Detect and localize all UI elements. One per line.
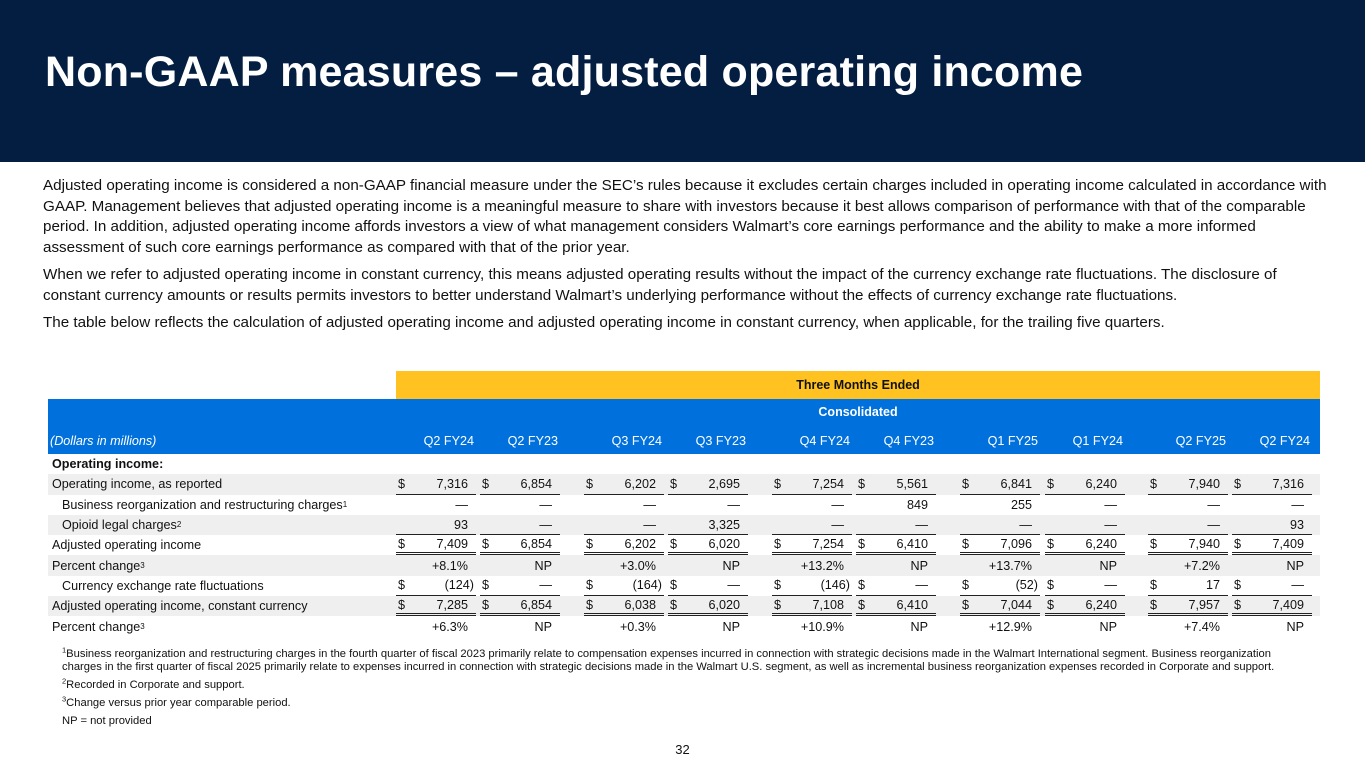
row-label: Currency exchange rate fluctuations: [62, 578, 264, 593]
table-cell: NP: [534, 619, 552, 634]
footnote: $^2$Recorded in Corporate and support.: [62, 676, 245, 691]
table-cell: —: [772, 515, 852, 535]
table-cell: $ —: [856, 576, 936, 596]
table-cell: 849: [906, 497, 928, 512]
column-header: Q3 FY24: [611, 434, 662, 449]
units-label: (Dollars in millions): [50, 434, 157, 449]
table-cell: —: [856, 515, 936, 535]
table-cell: $ 7,254: [772, 474, 852, 494]
table-cell: $ 7,044: [960, 596, 1040, 616]
currency-symbol: $: [482, 578, 490, 593]
currency-symbol: $: [962, 597, 970, 612]
table-cell: $ 6,240: [1045, 596, 1125, 616]
table-cell: +12.9%: [988, 619, 1032, 634]
table-cell: $ (124): [396, 576, 476, 596]
table-cell: $ 7,409: [396, 535, 476, 555]
table-cell: $ 7,096: [960, 535, 1040, 555]
table-cell: —: [831, 497, 844, 512]
table-cell: —: [1104, 497, 1117, 512]
paragraph-table-intro: The table below reflects the calculation of adjusted operating income and adjusted operating income in constant currency, when applicable, for the trailing five quarters.: [43, 314, 1165, 331]
currency-symbol: $: [1047, 578, 1055, 593]
table-cell: $ 6,240: [1045, 535, 1125, 555]
table-cell: NP: [1286, 619, 1304, 634]
table-cell: 3,325: [668, 515, 748, 535]
table-cell: $ 7,285: [396, 596, 476, 616]
currency-symbol: $: [586, 597, 594, 612]
table-cell: NP: [1099, 619, 1117, 634]
table-cell: $ 6,854: [480, 474, 560, 494]
column-header: Q2 FY24: [423, 434, 474, 449]
table-cell: 255: [1010, 497, 1032, 512]
currency-symbol: $: [858, 536, 866, 551]
table-cell: $ (146): [772, 576, 852, 596]
table-cell: +7.4%: [1183, 619, 1220, 634]
table-cell: $ 6,038: [584, 596, 664, 616]
table-cell: NP: [910, 558, 928, 573]
table-cell: NP: [534, 558, 552, 573]
row-label: Percent change 3: [52, 619, 145, 634]
table-cell: —: [960, 515, 1040, 535]
column-header: Q2 FY25: [1175, 434, 1226, 449]
table-body: [48, 474, 1320, 636]
table-row: [48, 474, 1320, 494]
column-header: Q1 FY24: [1072, 434, 1123, 449]
table-cell: —: [1045, 515, 1125, 535]
currency-symbol: $: [1234, 476, 1242, 491]
row-label: Percent change 3: [52, 558, 145, 573]
currency-symbol: $: [1234, 536, 1242, 551]
table-cell: —: [455, 497, 468, 512]
adjusted-operating-income-table: [48, 371, 1320, 637]
footnote: NP = not provided: [62, 715, 152, 727]
table-cell: 93: [1232, 515, 1312, 535]
table-cell: —: [1148, 515, 1228, 535]
currency-symbol: $: [858, 578, 866, 593]
currency-symbol: $: [398, 578, 406, 593]
table-cell: NP: [1099, 558, 1117, 573]
currency-symbol: $: [670, 578, 678, 593]
column-header-band: [48, 399, 1320, 454]
currency-symbol: $: [482, 476, 490, 491]
table-cell: $ 6,854: [480, 596, 560, 616]
table-row: [48, 495, 1320, 515]
table-cell: $ 5,561: [856, 474, 936, 494]
currency-symbol: $: [962, 476, 970, 491]
table-row: [48, 515, 1320, 535]
table-cell: +3.0%: [619, 558, 656, 573]
table-cell: $ 6,202: [584, 535, 664, 555]
section-row: [48, 454, 1320, 474]
table-cell: $ —: [1232, 576, 1312, 596]
title-banner: [0, 0, 1365, 162]
currency-symbol: $: [774, 536, 782, 551]
currency-symbol: $: [962, 536, 970, 551]
currency-symbol: $: [482, 597, 490, 612]
table-cell: $ 7,254: [772, 535, 852, 555]
table-cell: $ 17: [1148, 576, 1228, 596]
page-title: Non-GAAP measures – adjusted operating income: [45, 48, 1084, 96]
table-row: [48, 616, 1320, 636]
table-row: [48, 555, 1320, 575]
table-cell: $ 2,695: [668, 474, 748, 494]
currency-symbol: $: [482, 536, 490, 551]
column-header: Q4 FY24: [799, 434, 850, 449]
table-cell: $ 7,409: [1232, 596, 1312, 616]
table-cell: $ 6,202: [584, 474, 664, 494]
footnote: $^1$Business reorganization and restructuring charges in the fourth quarter of fiscal 2023 primarily relate to compensation expenses incurred in connection with strategic decisions made in the Walmart International segment. Business reorganization charges in the first quarter of fiscal 2025 primarily relate to expenses incurred in connection with strategic decisions made in the Walmart U.S. segment, as well as incremental business reorganization expenses recorded in Corporate and support.: [62, 645, 1275, 673]
table-cell: $ —: [1045, 576, 1125, 596]
currency-symbol: $: [1234, 578, 1242, 593]
table-cell: $ 7,957: [1148, 596, 1228, 616]
table-row: [48, 535, 1320, 555]
table-cell: $ 7,940: [1148, 474, 1228, 494]
table-cell: $ 7,409: [1232, 535, 1312, 555]
table-cell: $ 7,316: [396, 474, 476, 494]
column-header: Q2 FY24: [1259, 434, 1310, 449]
table-cell: +10.9%: [800, 619, 844, 634]
table-cell: $ 6,841: [960, 474, 1040, 494]
table-cell: +8.1%: [431, 558, 468, 573]
currency-symbol: $: [398, 476, 406, 491]
currency-symbol: $: [398, 597, 406, 612]
table-cell: +0.3%: [619, 619, 656, 634]
column-header: Q4 FY23: [883, 434, 934, 449]
intro-text: [43, 176, 1333, 341]
table-cell: +6.3%: [431, 619, 468, 634]
currency-symbol: $: [586, 536, 594, 551]
table-cell: —: [480, 515, 560, 535]
segment-label: Consolidated: [818, 405, 898, 419]
row-label: Opioid legal charges 2: [62, 518, 182, 533]
currency-symbol: $: [1150, 536, 1158, 551]
table-row: [48, 576, 1320, 596]
currency-symbol: $: [1234, 597, 1242, 612]
footnotes: [62, 645, 1302, 733]
column-header: Q1 FY25: [987, 434, 1038, 449]
row-label: Business reorganization and restructuring charges 1: [62, 497, 348, 512]
table-cell: NP: [722, 558, 740, 573]
row-label: Operating income, as reported: [52, 477, 223, 492]
table-cell: $ (164): [584, 576, 664, 596]
table-cell: —: [539, 497, 552, 512]
footnote: $^3$Change versus prior year comparable period.: [62, 694, 291, 709]
table-cell: $ 7,940: [1148, 535, 1228, 555]
currency-symbol: $: [586, 578, 594, 593]
table-cell: $ 7,316: [1232, 474, 1312, 494]
column-header: Q2 FY23: [507, 434, 558, 449]
table-cell: +13.2%: [800, 558, 844, 573]
table-cell: NP: [1286, 558, 1304, 573]
table-cell: $ 6,410: [856, 535, 936, 555]
table-cell: —: [643, 497, 656, 512]
currency-symbol: $: [670, 476, 678, 491]
column-header: Q3 FY23: [695, 434, 746, 449]
table-cell: $ —: [480, 576, 560, 596]
table-cell: +13.7%: [988, 558, 1032, 573]
table-row: [48, 596, 1320, 616]
table-cell: $ (52): [960, 576, 1040, 596]
paragraph-constant-currency: When we refer to adjusted operating income in constant currency, this means adjusted operating results without the impact of the currency exchange rate fluctuations. The disclosure of constant currency amounts or results permits investors to better understand Walmart’s underlying performance without the effects of currency exchange rate fluctuations.: [43, 266, 1277, 304]
currency-symbol: $: [670, 597, 678, 612]
currency-symbol: $: [1047, 597, 1055, 612]
row-label: Adjusted operating income, constant currency: [52, 599, 308, 614]
currency-symbol: $: [962, 578, 970, 593]
currency-symbol: $: [774, 597, 782, 612]
currency-symbol: $: [1047, 536, 1055, 551]
table-cell: $ 6,854: [480, 535, 560, 555]
table-cell: +7.2%: [1183, 558, 1220, 573]
row-label: Adjusted operating income: [52, 538, 202, 553]
currency-symbol: $: [1047, 476, 1055, 491]
period-band: Three Months Ended: [396, 371, 1320, 399]
page-number: 32: [675, 742, 690, 757]
section-label: Operating income:: [52, 457, 164, 472]
currency-symbol: $: [774, 476, 782, 491]
currency-symbol: $: [1150, 476, 1158, 491]
table-cell: 93: [396, 515, 476, 535]
table-cell: $ 6,240: [1045, 474, 1125, 494]
currency-symbol: $: [398, 536, 406, 551]
table-cell: NP: [722, 619, 740, 634]
table-cell: $ 6,020: [668, 596, 748, 616]
table-cell: $ 7,108: [772, 596, 852, 616]
table-cell: —: [584, 515, 664, 535]
table-cell: $ 6,020: [668, 535, 748, 555]
currency-symbol: $: [858, 476, 866, 491]
table-cell: $ 6,410: [856, 596, 936, 616]
table-cell: —: [1291, 497, 1304, 512]
currency-symbol: $: [774, 578, 782, 593]
currency-symbol: $: [1150, 578, 1158, 593]
currency-symbol: $: [1150, 597, 1158, 612]
paragraph-definition: Adjusted operating income is considered a non-GAAP financial measure under the SEC’s rules because it excludes certain charges included in operating income calculated in accordance with GAAP. Management believes that adjusted operating income is a meaningful measure to share with investors because it best allows comparison of performance with that of the comparable period. In addition, adjusted operating income affords investors a view of what management considers Walmart’s core earnings performance and the ability to make a more informed assessment of such core earnings performance as compared with that of the prior year.: [43, 177, 1327, 256]
currency-symbol: $: [586, 476, 594, 491]
table-cell: $ —: [668, 576, 748, 596]
table-cell: —: [1207, 497, 1220, 512]
table-cell: NP: [910, 619, 928, 634]
currency-symbol: $: [670, 536, 678, 551]
currency-symbol: $: [858, 597, 866, 612]
table-cell: —: [727, 497, 740, 512]
